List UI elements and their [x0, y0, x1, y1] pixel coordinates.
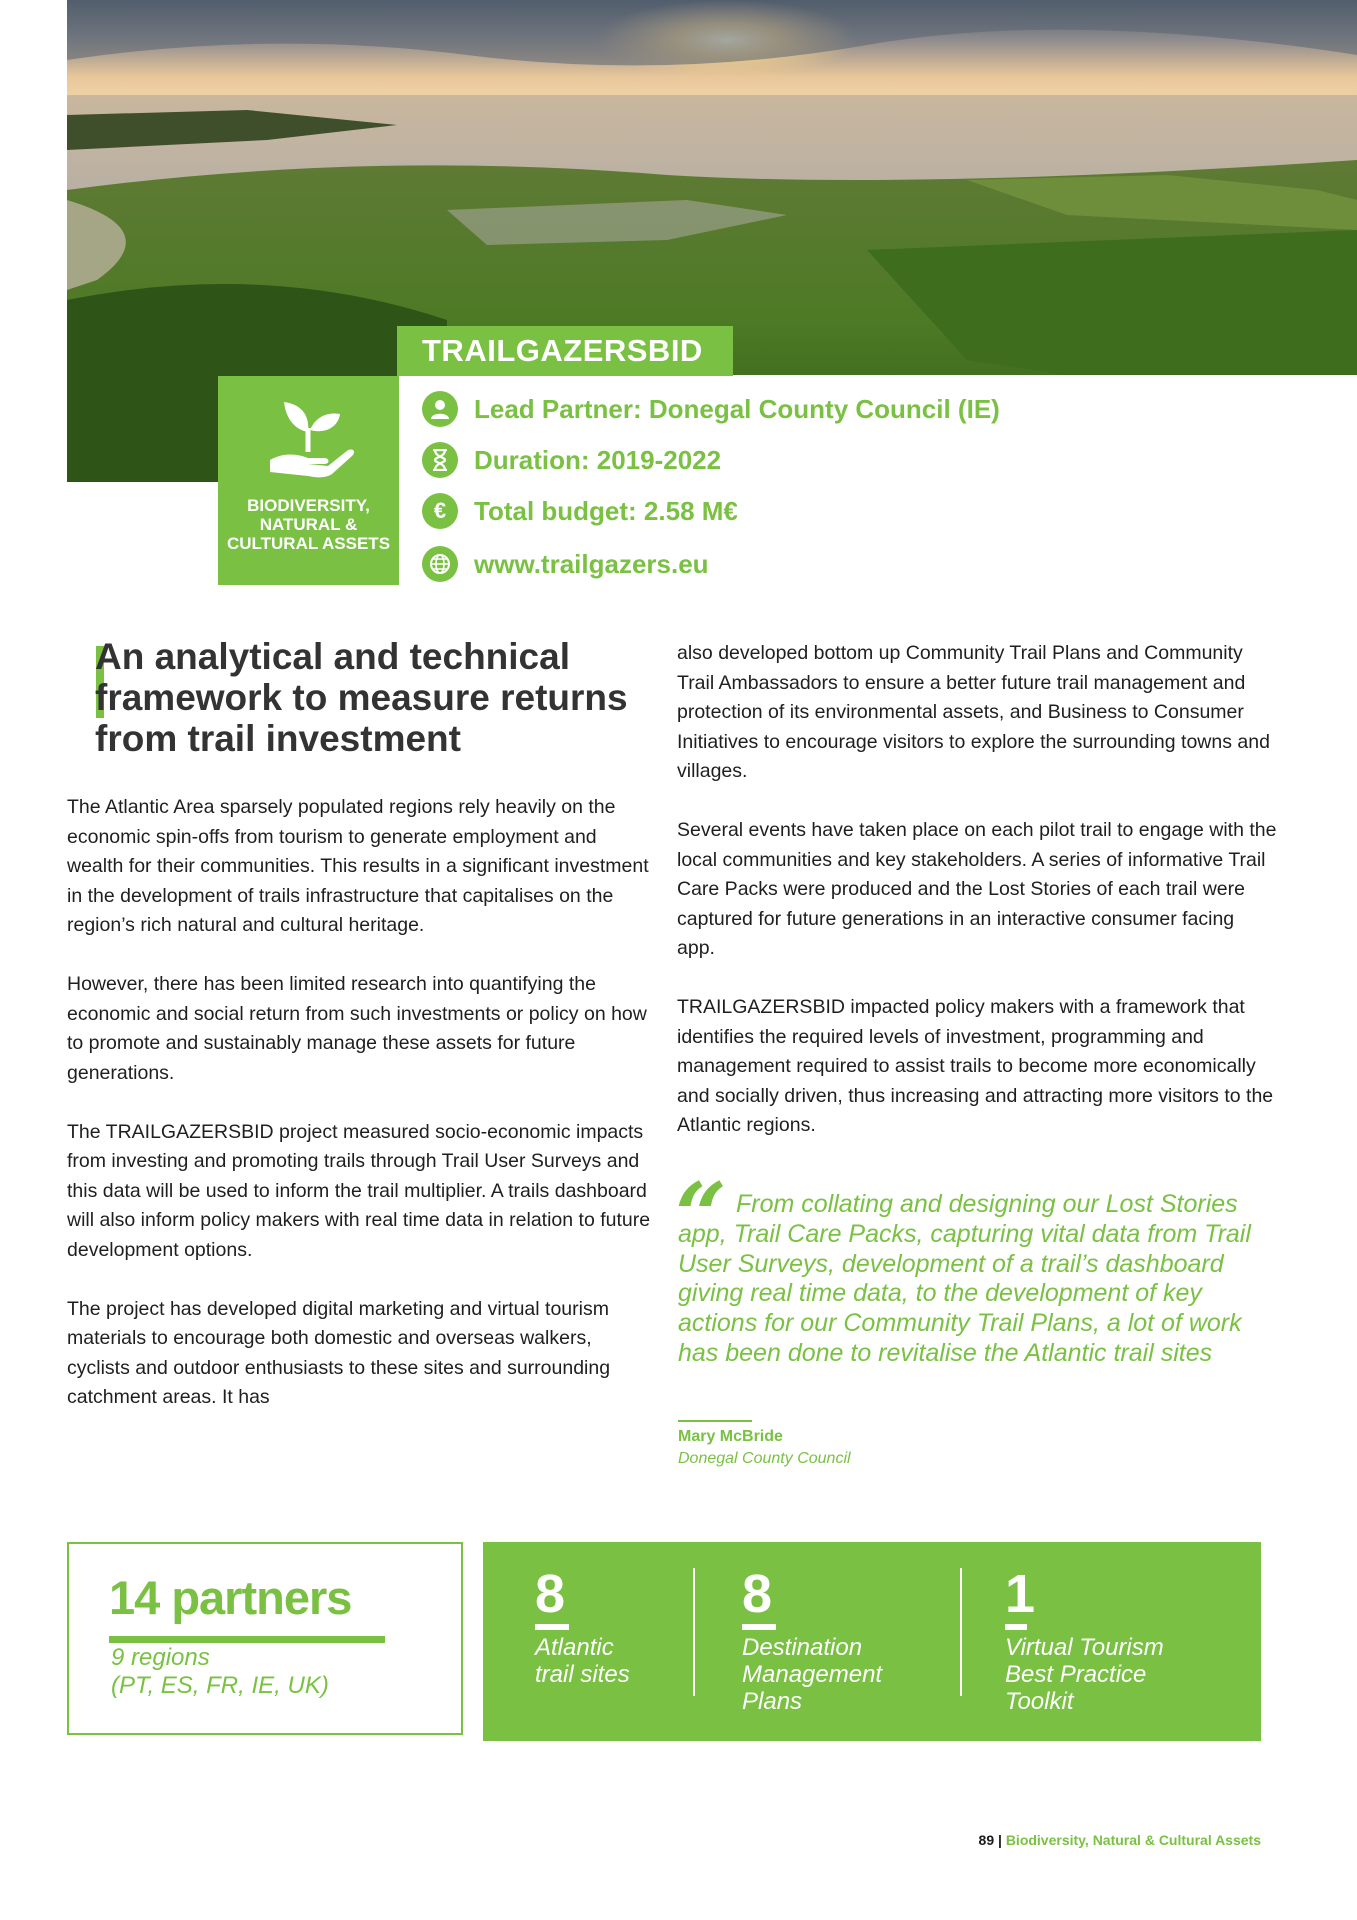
stat-underline	[742, 1624, 776, 1630]
stat-label	[535, 1634, 630, 1688]
stat-label-line: Plans	[742, 1688, 803, 1715]
stat-toolkit	[1005, 1566, 1164, 1715]
footer-section-title: Biodiversity, Natural & Cultural Assets	[1005, 1832, 1261, 1848]
stat-label-line: trail sites	[535, 1661, 630, 1688]
lead-partner-row	[422, 389, 1000, 429]
theme-badge	[218, 376, 399, 585]
stat-value: 8	[742, 1564, 773, 1624]
project-name-tag: TRAILGAZERSBID	[397, 326, 733, 376]
partners-underline	[109, 1636, 385, 1643]
stat-divider	[960, 1568, 962, 1696]
page-number: 89	[978, 1832, 995, 1848]
website-row[interactable]	[422, 544, 709, 584]
paragraph: However, there has been limited research into quantifying the economic and social return from such investments or policy on how to promote and sustainably manage these assets for future generations.	[67, 973, 647, 1084]
regions-count: 9 regions	[111, 1644, 210, 1671]
website-link[interactable]: www.trailgazers.eu	[474, 548, 709, 579]
budget-row	[422, 491, 738, 531]
hourglass-icon	[422, 442, 458, 478]
duration-text: Duration: 2019-2022	[474, 444, 722, 475]
stat-underline	[535, 1624, 569, 1630]
paragraph: The TRAILGAZERSBID project measured socio-economic impacts from investing and promoting trails through Trail User Surveys and this data will be used to inform the trail multiplier. A trails dashboard will also inform policy makers with real time data in relation to future development options.	[67, 1120, 651, 1261]
plant-in-hand-icon	[258, 390, 358, 490]
article-left-column	[67, 793, 657, 1413]
stat-label-line: Atlantic	[535, 1634, 614, 1661]
article-right-column	[677, 639, 1277, 1141]
stat-label-line: Virtual Tourism	[1005, 1634, 1164, 1661]
regions-countries: (PT, ES, FR, IE, UK)	[111, 1672, 329, 1699]
pull-quote: From collating and designing our Lost Stories app, Trail Care Packs, capturing vital data from Trail User Surveys, development of a trail’s dashboard giving real time data, to the development of key actions for our Community Trail Plans, a lot of work has been done to revitalise the Atlantic trail sites	[678, 1190, 1251, 1367]
paragraph: also developed bottom up Community Trail Plans and Community Trail Ambassadors to ensure a better future trail management and protection of its environmental assets, and Business to Consumer Initiatives to encourage visitors to explore the surrounding towns and villages.	[677, 642, 1270, 782]
partners-stat-box	[67, 1542, 463, 1735]
article-heading: An analytical and technical framework to measure returns from trail investment	[95, 636, 628, 759]
quote-author: Mary McBride	[678, 1428, 783, 1445]
euro-icon: €	[422, 493, 458, 529]
paragraph: TRAILGAZERSBID impacted policy makers with a framework that identifies the required levels of investment, programming and management required to assist trails to become more economically and socially driven, thus increasing and attracting more visitors to the Atlantic regions.	[677, 996, 1274, 1136]
stat-label-line: Toolkit	[1005, 1688, 1074, 1715]
stat-underline	[1005, 1624, 1027, 1630]
stat-management-plans	[742, 1566, 882, 1715]
stat-label-line: Management	[742, 1661, 883, 1688]
stat-value: 1	[1005, 1564, 1036, 1624]
budget-text: Total budget: 2.58 M€	[474, 495, 738, 526]
partners-regions	[111, 1644, 329, 1700]
stat-trail-sites	[535, 1566, 630, 1688]
theme-label: BIODIVERSITY, NATURAL & CULTURAL ASSETS	[226, 496, 391, 553]
key-stats-box	[483, 1542, 1261, 1741]
stat-divider	[693, 1568, 695, 1696]
stat-label-line: Destination	[742, 1634, 863, 1661]
paragraph: Several events have taken place on each pilot trail to engage with the local communities and key stakeholders. A series of informative Trail Care Packs were produced and the Lost Stories of each trail were captured for future generations in an interactive consumer facing app.	[677, 819, 1277, 959]
duration-row	[422, 440, 721, 480]
page-footer	[979, 1832, 1261, 1848]
stat-label-line: Best Practice	[1005, 1661, 1147, 1688]
stat-label	[742, 1634, 882, 1715]
globe-icon	[422, 546, 458, 582]
footer-separator: |	[994, 1832, 1006, 1848]
person-icon	[422, 391, 458, 427]
paragraph: The Atlantic Area sparsely populated regions rely heavily on the economic spin-offs from tourism to generate employment and wealth for their communities. This results in a significant investment in the development of trails infrastructure that capitalises on the region’s rich natural and cultural heritage.	[67, 796, 649, 936]
lead-partner-text: Lead Partner: Donegal County Council (IE)	[474, 393, 1000, 424]
stat-value: 8	[535, 1564, 566, 1624]
stat-label	[1005, 1634, 1164, 1715]
quote-mark-icon: “	[675, 1163, 727, 1269]
quote-organisation: Donegal County Council	[678, 1450, 851, 1467]
partners-count: 14 partners	[109, 1571, 352, 1624]
quote-divider	[678, 1420, 752, 1422]
paragraph: The project has developed digital marketing and virtual tourism materials to encourage both domestic and overseas walkers, cyclists and outdoor enthusiasts to these sites and surrounding catchment areas. It has	[67, 1297, 611, 1408]
